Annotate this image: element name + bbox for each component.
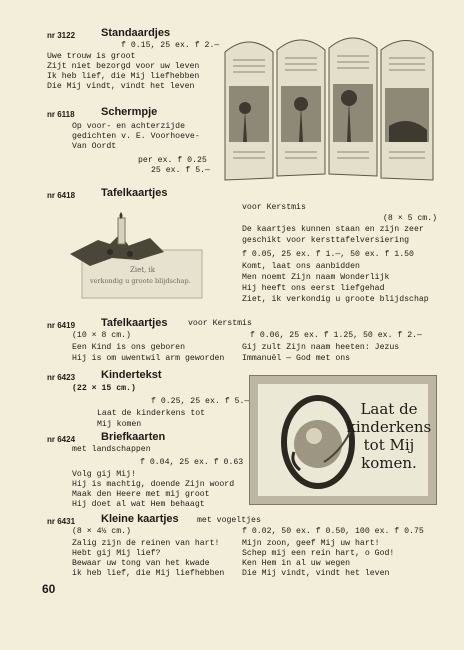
item-price: f 0.15, 25 ex. f 2.— <box>121 41 220 50</box>
item-number: nr 6431 <box>47 517 76 526</box>
text-line: geschikt voor kersttafelversiering <box>242 236 410 245</box>
item-title: Kleine kaartjes <box>101 513 179 525</box>
text-line: Ik heb lief, die Mij liefhebben <box>47 72 200 81</box>
item-price: f 0.25, 25 ex. f 5.— <box>151 397 250 406</box>
item-number: nr 6418 <box>47 191 76 200</box>
text-line: Ken Hem in al uw wegen <box>242 559 351 568</box>
text-line: Volg gij Mij! <box>72 470 136 479</box>
text-line: gedichten v. E. Voorhoeve- <box>72 132 200 141</box>
text-line: Ziet, ik verkondig u groote blijdschap <box>242 295 429 304</box>
text-line: Men noemt Zijn naam Wonderlijk <box>242 273 390 282</box>
text-line: Mij komen <box>97 420 142 429</box>
item-price: f 0.02, 50 ex. f 0.50, 100 ex. f 0.75 <box>242 527 424 536</box>
text-line: Bewaar uw tong van het kwade <box>72 559 210 568</box>
item-number: nr 6118 <box>47 110 75 119</box>
item-price: f 0.04, 25 ex. f 0.63 <box>140 458 244 467</box>
item-title: Briefkaarten <box>101 431 166 443</box>
card-text-block <box>346 400 432 472</box>
text-line: Hij doet al wat Hem behaagt <box>72 500 205 509</box>
text-line: De kaartjes kunnen staan en zijn zeer <box>242 225 424 234</box>
item-subtitle: met vogeltjes <box>197 516 261 525</box>
card-text: verkondig u groote blijdschap. <box>90 277 191 285</box>
text-line: Hebt gij Mij lief? <box>72 549 161 558</box>
page-number: 60 <box>42 582 56 596</box>
text-line: Van Oordt <box>72 142 117 151</box>
item-number: nr 6423 <box>47 373 76 382</box>
text-line: Zijt niet bezorgd voor uw leven <box>47 62 200 71</box>
text-line: ik heb lief, die Mij liefhebben <box>72 569 225 578</box>
item-subtitle: voor Kerstmis <box>242 203 306 212</box>
item-size: (8 × 4½ cm.) <box>72 527 131 536</box>
text-line: Uwe trouw is groot <box>47 52 136 61</box>
text-line: Schep mij een rein hart, o God! <box>242 549 395 558</box>
kindertekst-image <box>249 375 437 505</box>
item-price: 25 ex. f 5.— <box>151 166 210 175</box>
text-line: Een Kind is ons geboren <box>72 343 186 352</box>
text-line: Gij zult Zijn naam heeten: Jezus <box>242 343 400 352</box>
text-line: Die Mij vindt, vindt het leven <box>242 569 390 578</box>
item-title: Schermpje <box>101 106 158 118</box>
text-line: Mijn zoon, geef Mij uw hart! <box>242 539 380 548</box>
item-price: per ex. f 0.25 <box>138 156 207 165</box>
folding-screen-image <box>221 30 439 190</box>
item-size: (22 × 15 cm.) <box>72 384 136 393</box>
text-line: Hij heeft ons eerst liefgehad <box>242 284 385 293</box>
item-size: (8 × 5 cm.) <box>383 214 438 223</box>
card-text: Ziet, ik <box>130 266 155 274</box>
text-line: Komt, laat ons aanbidden <box>242 262 360 271</box>
item-title: Kindertekst <box>101 369 162 381</box>
item-number: nr 6424 <box>47 435 76 444</box>
text-line: Zalig zijn de reinen van hart! <box>72 539 220 548</box>
text-line: Immanuël — God met ons <box>242 354 351 363</box>
card-text: komen. <box>361 454 417 472</box>
card-text: Laat de <box>360 400 418 418</box>
item-title: Standaardjes <box>101 27 171 39</box>
item-number: nr 3122 <box>47 31 76 40</box>
item-price: f 0.05, 25 ex. f 1.—, 50 ex. f 1.50 <box>242 250 414 259</box>
text-line: Op voor- en achterzijde <box>72 122 186 131</box>
item-title: Tafelkaartjes <box>101 317 168 329</box>
text-line: Hij is machtig, doende Zijn woord <box>72 480 235 489</box>
table-card-image <box>60 210 206 304</box>
card-text: kinderkens <box>346 418 432 436</box>
text-line: Die Mij vindt, vindt het leven <box>47 82 195 91</box>
item-subtitle: voor Kerstmis <box>188 319 252 328</box>
text-line: Laat de kinderkens tot <box>97 409 206 418</box>
item-number: nr 6419 <box>47 321 76 330</box>
text-line: Hij is om uwentwil arm geworden <box>72 354 225 363</box>
item-subtitle: met landschappen <box>72 445 151 454</box>
item-price: f 0.06, 25 ex. f 1.25, 50 ex. f 2.— <box>250 331 422 340</box>
item-title: Tafelkaartjes <box>101 187 168 199</box>
item-size: (10 × 8 cm.) <box>72 331 131 340</box>
text-line: Maak den Heere met mij groot <box>72 490 210 499</box>
card-text: tot Mij <box>363 436 415 454</box>
